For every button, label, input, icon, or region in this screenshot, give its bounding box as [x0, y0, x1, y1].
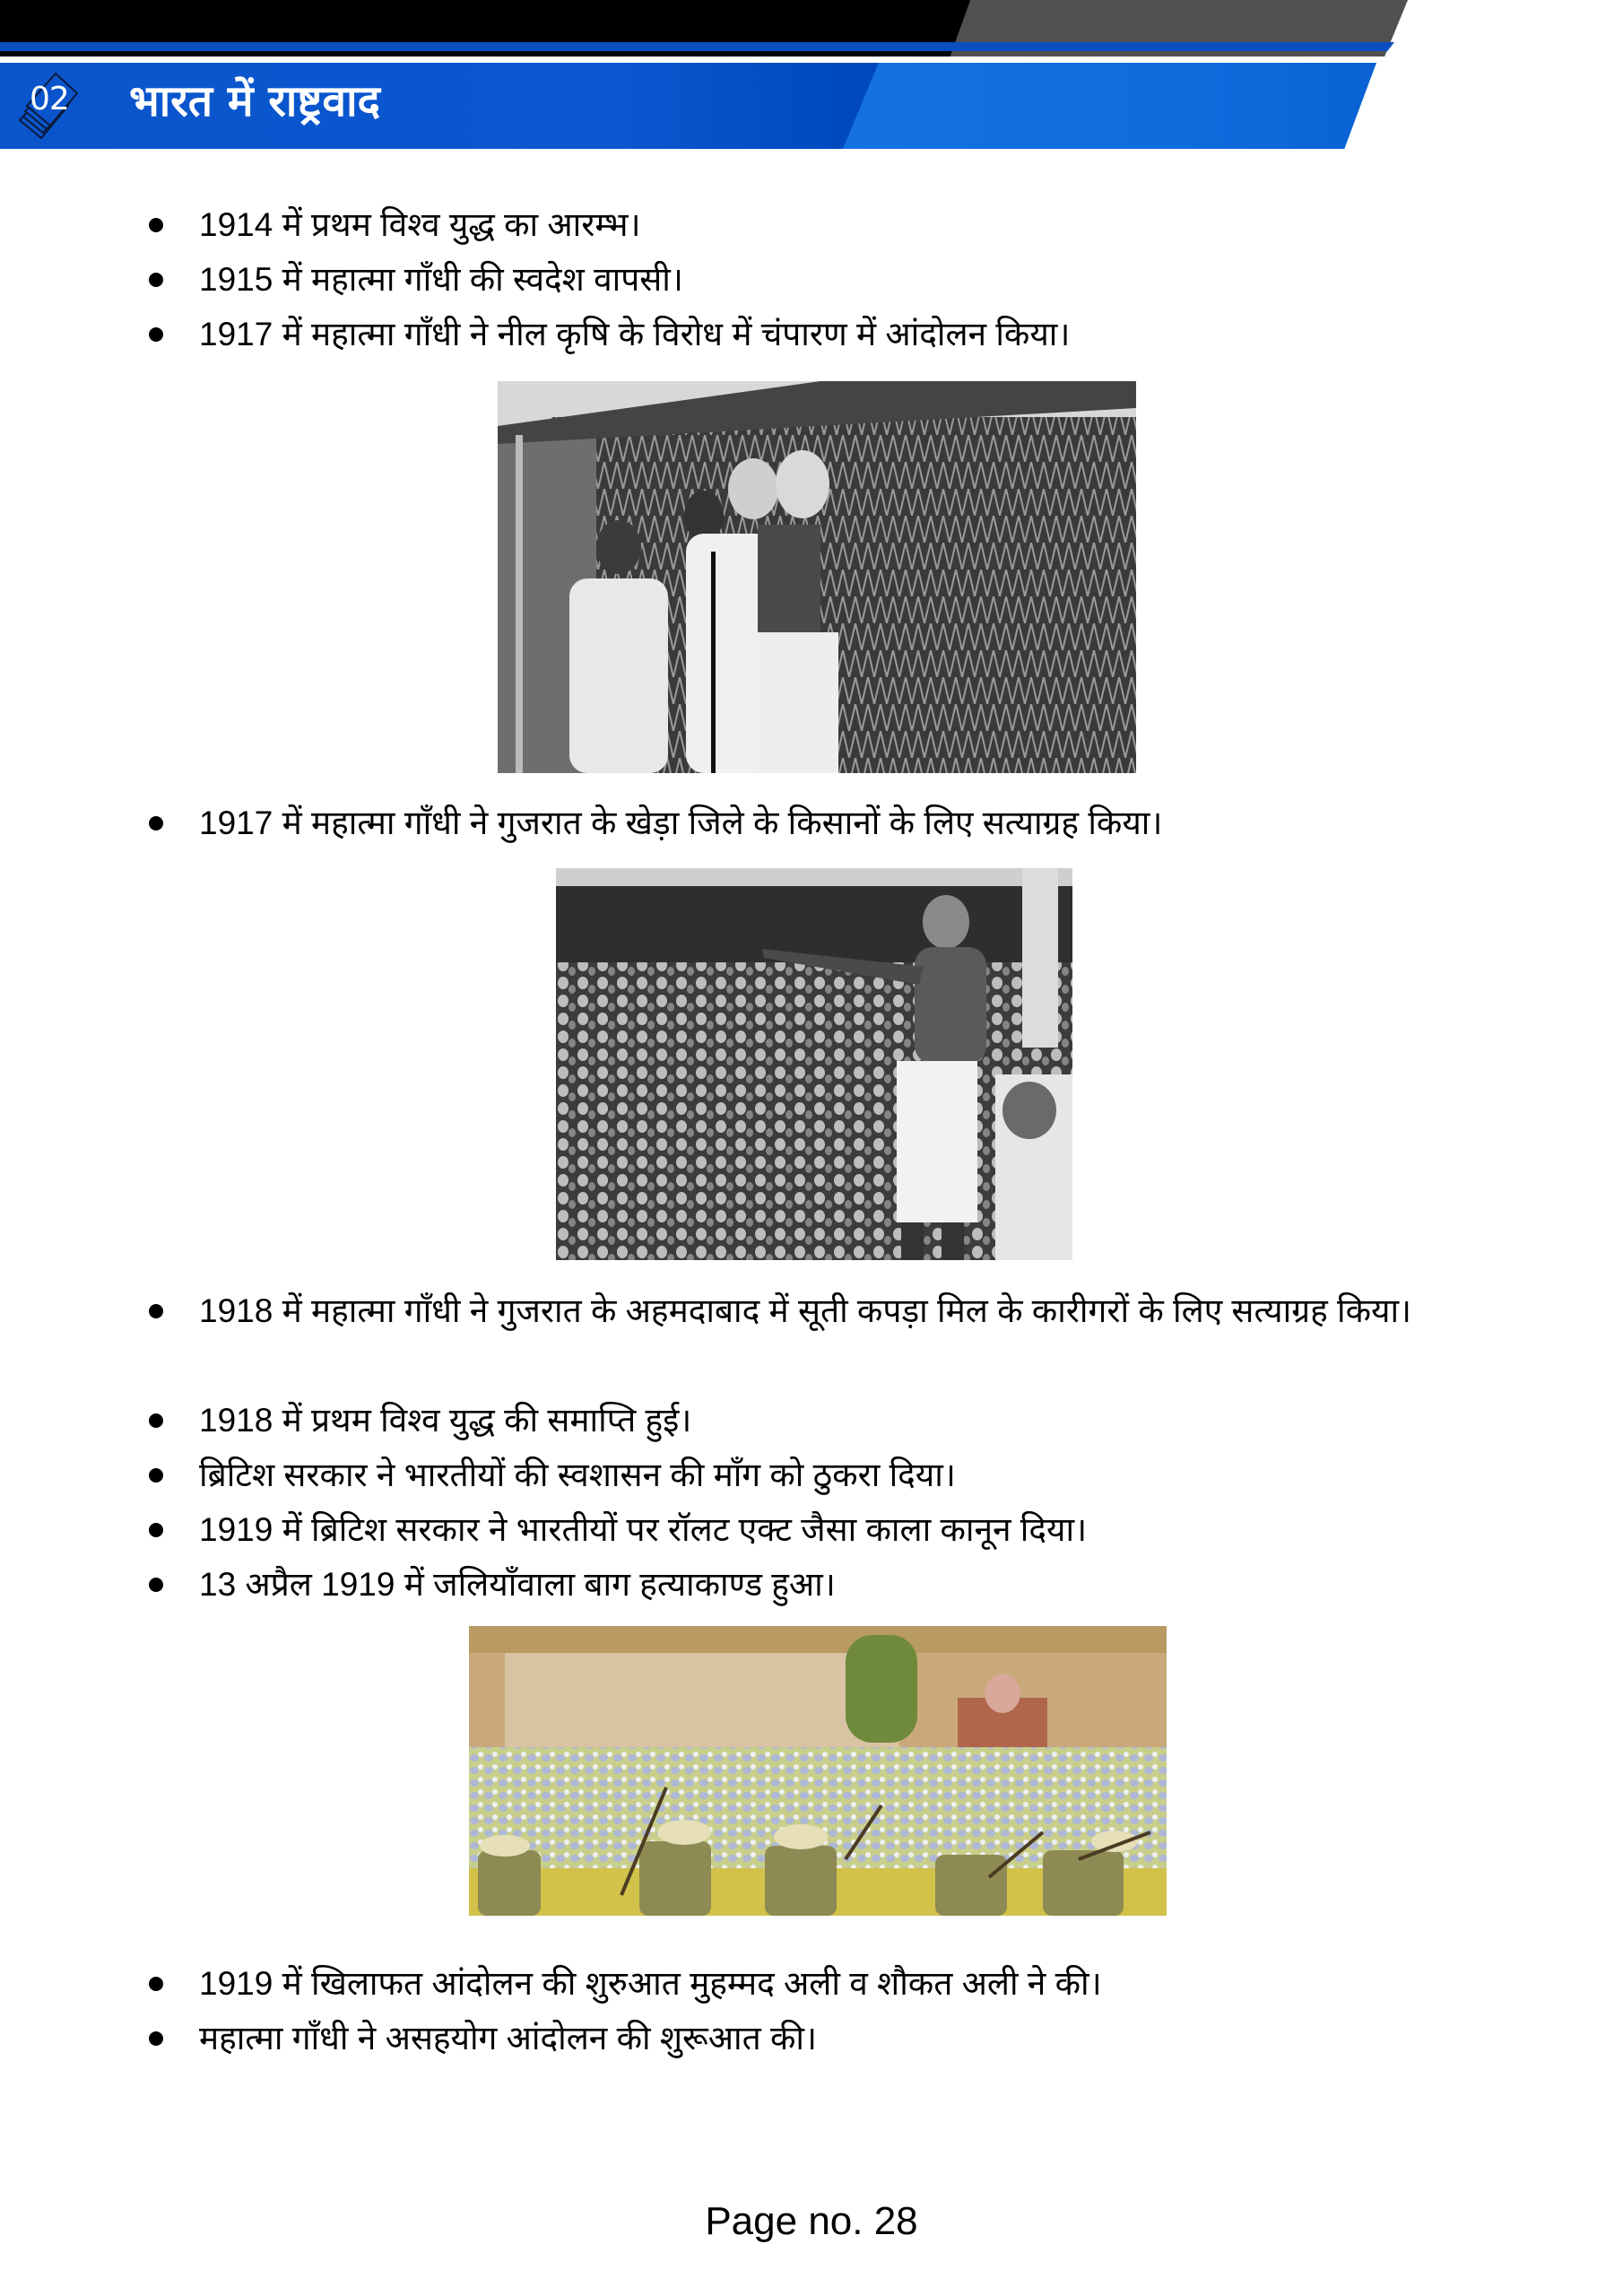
list-item: 1917 में महात्मा गाँधी ने नील कृषि के विरोध में चंपारण में आंदोलन किया। [0, 307, 1070, 361]
bullet-icon [149, 1523, 163, 1537]
list-item: 13 अप्रैल 1919 में जलियाँवाला बाग हत्याकाण्ड हुआ। [0, 1557, 1481, 1612]
bullet-list-1 [0, 197, 1070, 361]
list-item: 1918 में महात्मा गाँधी ने गुजरात के अहमदाबाद में सूती कपड़ा मिल के कारीगरों के लिए सत्याग्रह किया। [0, 1283, 1481, 1393]
bullet-icon [149, 816, 163, 831]
bullet-list-4 [0, 1956, 1102, 2066]
photo-kheda-satyagraha [556, 868, 1072, 1260]
list-item: 1919 में ब्रिटिश सरकार ने भारतीयों पर रॉलट एक्ट जैसा काला कानून दिया। [0, 1502, 1481, 1557]
list-item: 1918 में प्रथम विश्व युद्ध की समाप्ति हुई। [0, 1393, 1481, 1448]
painting-jallianwala-bagh [469, 1626, 1167, 1916]
chapter-number: 02 [30, 81, 69, 117]
bullet-icon [149, 327, 163, 342]
bullet-icon [149, 273, 163, 287]
header-blue-stripe [0, 42, 1394, 51]
list-item: 1919 में खिलाफत आंदोलन की शुरुआत मुहम्मद अली व शौकत अली ने की। [0, 1956, 1102, 2011]
bullet-icon [149, 1578, 163, 1592]
list-item: 1914 में प्रथम विश्व युद्ध का आरम्भ। [0, 197, 1070, 252]
bullet-icon [149, 1977, 163, 1991]
header-banner-highlight [843, 63, 1376, 149]
bullet-list-2 [0, 796, 1162, 850]
bullet-icon [149, 2031, 163, 2046]
bullet-icon [149, 1304, 163, 1318]
list-item: 1917 में महात्मा गाँधी ने गुजरात के खेड़ा जिले के किसानों के लिए सत्याग्रह किया। [0, 796, 1162, 850]
bullet-icon [149, 218, 163, 232]
page-number: Page no. 28 [705, 2199, 918, 2243]
chapter-title: भारत में राष्ट्रवाद [129, 76, 380, 126]
bullet-list-3 [0, 1283, 1481, 1612]
bullet-icon [149, 1413, 163, 1428]
photo-champaran [498, 381, 1136, 773]
bullet-icon [149, 1468, 163, 1483]
list-item: ब्रिटिश सरकार ने भारतीयों की स्वशासन की माँग को ठुकरा दिया। [0, 1448, 1481, 1502]
list-item: 1915 में महात्मा गाँधी की स्वदेश वापसी। [0, 252, 1070, 307]
list-item: महात्मा गाँधी ने असहयोग आंदोलन की शुरूआत की। [0, 2011, 1102, 2066]
